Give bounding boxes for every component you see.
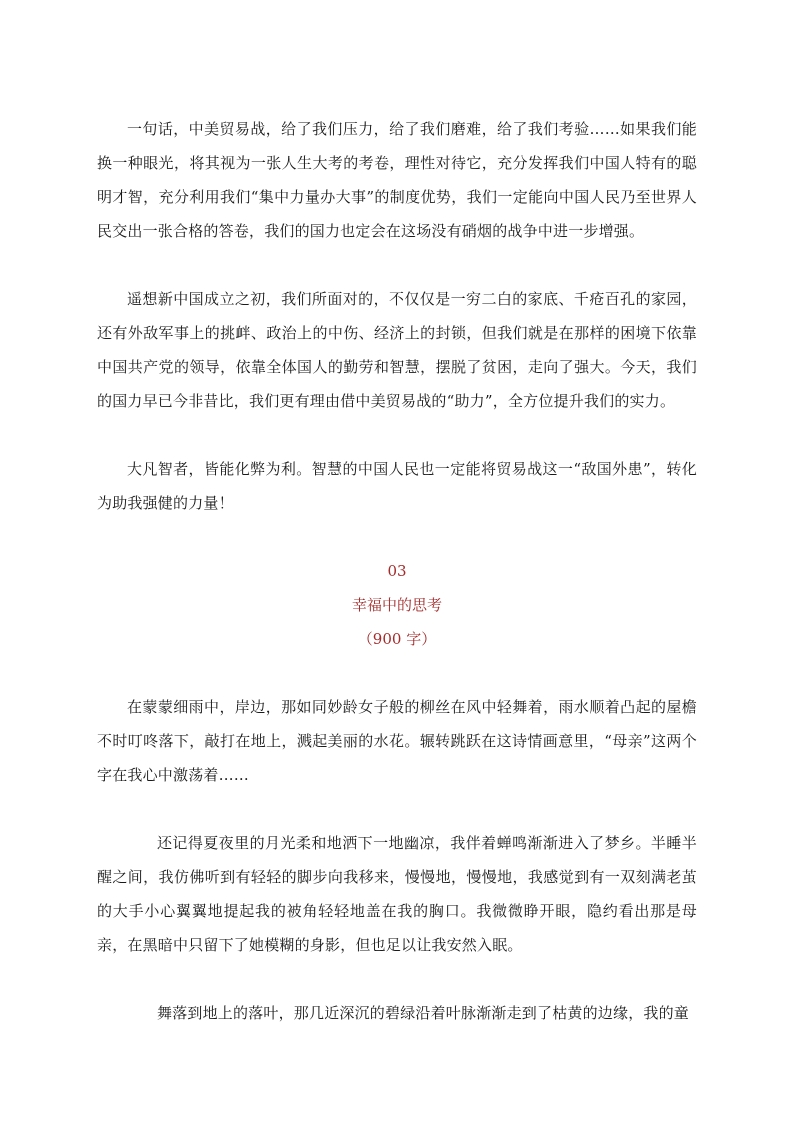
paragraph-gap bbox=[97, 962, 697, 996]
paragraph-summer-night: 还记得夏夜里的月光柔和地洒下一地幽凉，我伴着蝉鸣渐渐进入了梦乡。半睡半醒之间，我仿佛听到有轻轻的脚步向我移来，慢慢地，慢慢地，我感觉到有一双刻满老茧的大手小心翼翼地提起我的被角轻轻地盖在我的胸口。我微微睁开眼，隐约看出那是母亲，在黑暗中只留下了她模糊的身影，但也足以让我安然入眠。 bbox=[97, 834, 697, 954]
paragraph-wise-conclusion: 大凡智者，皆能化弊为利。智慧的中国人民也一定能将贸易战这一“敌国外患”，转化为助我强健的力量！ bbox=[97, 460, 697, 512]
paragraph-drizzle: 在蒙蒙细雨中，岸边，那如同妙龄女子般的柳丝在风中轻舞着，雨水顺着凸起的屋檐不时叮咚落下，敲打在地上，溅起美丽的水花。辗转跳跃在这诗情画意里，“母亲”这两个字在我心中激荡着…… bbox=[97, 698, 697, 784]
paragraph-gap bbox=[97, 520, 697, 554]
document-page bbox=[97, 112, 697, 1030]
paragraph-gap bbox=[97, 248, 697, 282]
paragraph-gap bbox=[97, 418, 697, 452]
paragraph-trade-war-exam: 一句话，中美贸易战，给了我们压力，给了我们磨难，给了我们考验……如果我们能换一种眼光，将其视为一张人生大考的考卷，理性对待它，充分发挥我们中国人特有的聪明才智，充分利用我们“集中力量办大事”的制度优势，我们一定能向中国人民乃至世界人民交出一张合格的答卷，我们的国力也定会在这场没有硝烟的战争中进一步增强。 bbox=[97, 120, 697, 240]
paragraph-new-china: 遥想新中国成立之初，我们所面对的，不仅仅是一穷二白的家底、千疮百孔的家园，还有外敌军事上的挑衅、政治上的中伤、经济上的封锁，但我们就是在那样的困境下依靠中国共产党的领导，依靠全体国人的勤劳和智慧，摆脱了贫困，走向了强大。今天，我们的国力早已今非昔比，我们更有理由借中美贸易战的“助力”，全方位提升我们的实力。 bbox=[97, 290, 697, 410]
paragraph-gap bbox=[97, 792, 697, 826]
section-number: 03 bbox=[387, 562, 407, 580]
paragraph-fallen-leaves: 舞落到地上的落叶，那几近深沉的碧绿沿着叶脉渐渐走到了枯黄的边缘，我的童 bbox=[157, 1004, 690, 1022]
section-title: 幸福中的思考 bbox=[351, 596, 442, 614]
word-count: （900 字） bbox=[357, 630, 437, 648]
paragraph-gap bbox=[97, 656, 697, 690]
